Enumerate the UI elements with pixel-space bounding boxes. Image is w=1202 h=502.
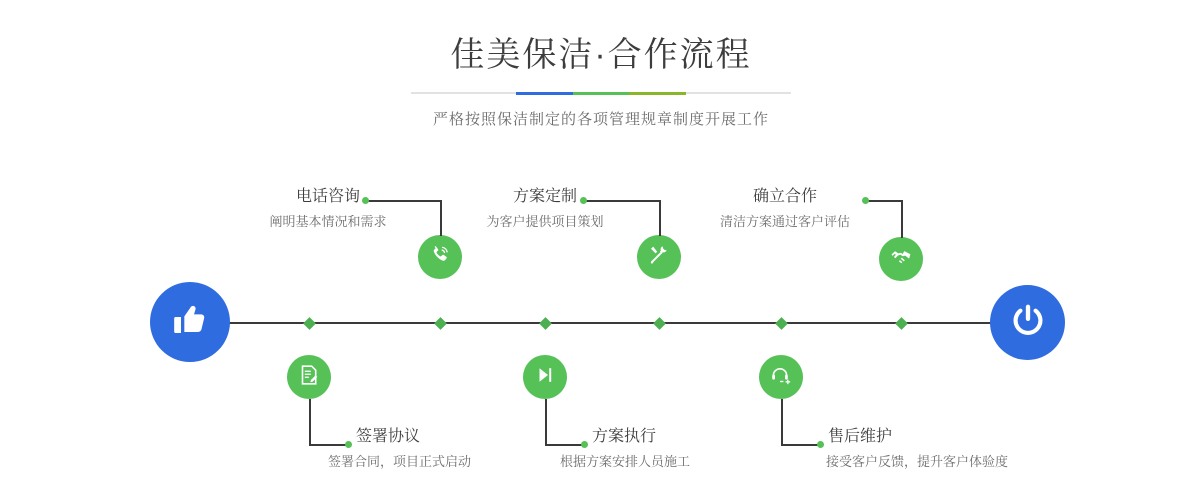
connector-horizontal-2 <box>309 444 349 446</box>
step-title-2: 签署协议 <box>356 428 421 445</box>
start-thumbs-up-badge <box>150 282 230 362</box>
connector-horizontal-4 <box>545 444 585 446</box>
step-desc-6: 接受客户反馈，提升客户体验度 <box>826 454 1009 469</box>
end-power-badge <box>990 285 1065 360</box>
step-title-5: 确立合作 <box>752 188 817 205</box>
document-edit-icon <box>297 363 321 392</box>
step-label-3 <box>470 186 620 232</box>
axis-node-marker <box>434 317 447 330</box>
connector-vertical-2 <box>309 399 311 445</box>
axis-node-marker <box>653 317 666 330</box>
connector-horizontal-6 <box>781 444 821 446</box>
step-label-4 <box>560 426 691 472</box>
connector-horizontal-5 <box>866 200 902 202</box>
connector-dot-2 <box>345 441 352 448</box>
axis-node-marker <box>775 317 788 330</box>
step-label-1 <box>253 186 403 232</box>
step-label-5 <box>710 186 860 232</box>
handshake-icon <box>889 245 913 274</box>
power-icon <box>1008 300 1048 345</box>
step-desc-2: 签署合同，项目正式启动 <box>328 454 472 469</box>
connector-vertical-5 <box>901 200 903 238</box>
connector-vertical-3 <box>659 200 661 236</box>
step-desc-5: 清洁方案通过客户评估 <box>719 214 850 229</box>
thumbs-up-icon <box>170 300 210 345</box>
connector-vertical-6 <box>781 399 783 445</box>
axis-node-marker <box>303 317 316 330</box>
step-desc-4: 根据方案安排人员施工 <box>560 454 691 469</box>
tools-icon <box>647 243 671 272</box>
step-icon-6 <box>759 355 803 399</box>
connector-dot-6 <box>817 441 824 448</box>
page-subtitle: 严格按照保洁制定的各项管理规章制度开展工作 <box>432 111 769 128</box>
connector-vertical-4 <box>545 399 547 445</box>
connector-dot-4 <box>581 441 588 448</box>
step-title-4: 方案执行 <box>592 428 657 445</box>
axis-node-marker <box>539 317 552 330</box>
play-forward-icon <box>533 363 557 392</box>
step-icon-2 <box>287 355 331 399</box>
step-label-6 <box>828 426 1008 472</box>
title-divider <box>411 92 791 94</box>
step-title-6: 售后维护 <box>828 428 893 445</box>
step-desc-3: 为客户提供项目策划 <box>486 214 604 229</box>
step-icon-5 <box>879 237 923 281</box>
step-desc-1: 阐明基本情况和需求 <box>269 214 387 229</box>
headset-support-icon <box>769 363 793 392</box>
step-icon-4 <box>523 355 567 399</box>
step-icon-1 <box>418 235 462 279</box>
page-title: 佳美保洁·合作流程 <box>450 36 752 74</box>
header <box>0 32 1202 129</box>
step-label-2 <box>328 426 472 472</box>
title-divider-accent <box>516 92 686 95</box>
phone-icon <box>428 243 452 272</box>
step-title-3: 方案定制 <box>512 188 577 205</box>
step-title-1: 电话咨询 <box>295 188 360 205</box>
step-icon-3 <box>637 235 681 279</box>
connector-vertical-1 <box>440 200 442 236</box>
axis-node-marker <box>895 317 908 330</box>
connector-dot-5 <box>862 197 869 204</box>
